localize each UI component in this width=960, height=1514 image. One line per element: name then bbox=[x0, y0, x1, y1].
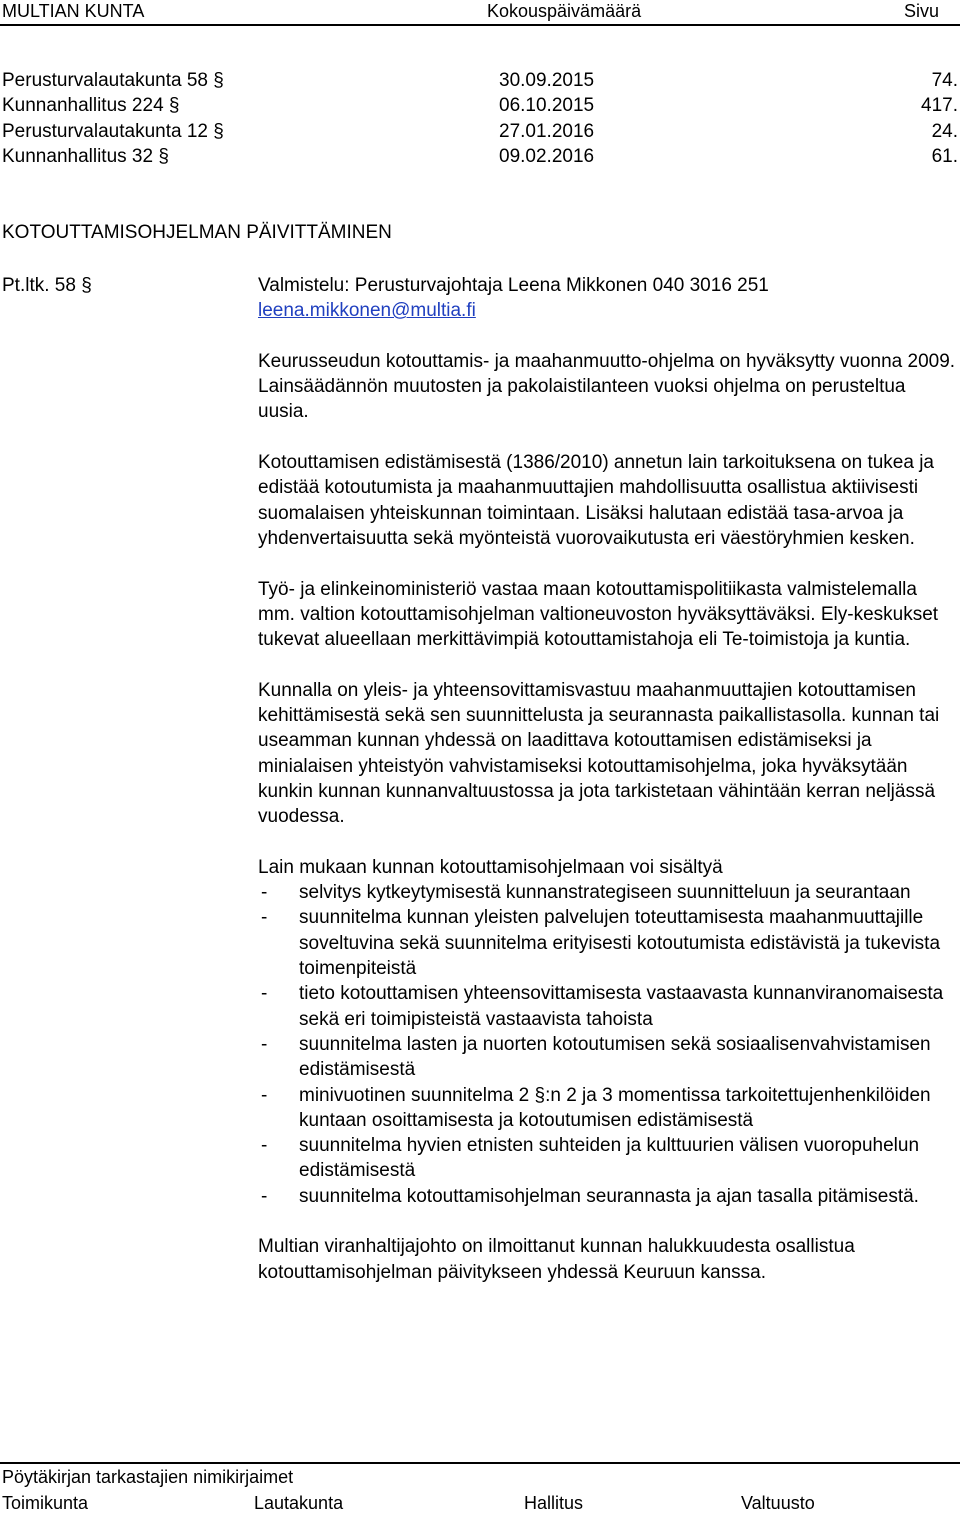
paragraph: Kunnalla on yleis- ja yhteensovittamisvastuu maahanmuuttajien kotouttamisen kehittämisestä sekä sen suunnittelusta ja seurannasta paikallistasolla. kunnan tai useamman kunnan yhdessä on laadittava kotouttamisen edistämiseksi ja minialaisen yhteistyön vahvistamiseksi kotouttamisohjelma, joka hyväksytään kunkin kunnan kunnanvaltuustossa ja jota tarkistetaan vähintään kerran neljässä vuodessa. bbox=[258, 679, 940, 828]
list-intro: Lain mukaan kunnan kotouttamisohjelmaan voi sisältyä bbox=[258, 856, 723, 878]
list-item: - suunnitelma kotouttamisohjelman seurannasta ja ajan tasalla pitämisestä. bbox=[258, 1184, 958, 1209]
footer-column: Valtuusto bbox=[741, 1493, 815, 1513]
list-dash: - bbox=[261, 1135, 268, 1157]
reference-page: 417. bbox=[921, 95, 958, 117]
reference-list bbox=[2, 68, 958, 170]
reference-row bbox=[2, 68, 958, 93]
reference-page: 24. bbox=[931, 120, 958, 142]
reference-row bbox=[2, 119, 958, 144]
paragraph: Työ- ja elinkeinoministeriö vastaa maan kotouttamispolitiikasta valmistelemalla mm. valtion kotouttamisohjelman valtioneuvoston hyväksyttäväksi. Ely-keskukset tukevat alueellaan merkittävimpiä kotouttamistahoja eli Te-toimistoja ja kuntia. bbox=[258, 578, 939, 651]
page-label: Sivu bbox=[904, 1, 940, 21]
header-divider bbox=[0, 24, 960, 26]
reference-row bbox=[2, 144, 958, 169]
reference-row bbox=[2, 93, 958, 118]
item-reference: Pt.ltk. 58 § bbox=[2, 275, 92, 296]
list-dash: - bbox=[261, 1185, 268, 1207]
meeting-date-label: Kokouspäivämäärä bbox=[487, 1, 642, 21]
paragraph: Kotouttamisen edistämisestä (1386/2010) annetun lain tarkoituksena on tukea ja edistää kotoutumista ja maahanmuuttajien mahdollisuutta osallistua aktiivisesti suomalaisen yhteiskunnan toimintaan. Lisäksi halutaan edistää tasa-arvoa ja yhdenvertaisuutta sekä myönteistä vuorovaikutusta eri väestöryhmien kesken. bbox=[258, 452, 934, 549]
reference-date: 27.01.2016 bbox=[499, 120, 595, 142]
main-content bbox=[258, 273, 958, 1285]
list-dash: - bbox=[261, 1033, 268, 1055]
footer-divider bbox=[0, 1462, 960, 1464]
list-item: - suunnitelma hyvien etnisten suhteiden ja kulttuurien välisen vuoropuhelun edistämisestä bbox=[261, 1135, 920, 1182]
preparation-line: Valmistelu: Perusturvajohtaja Leena Mikkonen 040 3016 251 bbox=[258, 275, 769, 296]
reference-body: Perusturvalautakunta 58 § bbox=[2, 70, 224, 91]
reference-body: Kunnanhallitus 32 § bbox=[2, 146, 169, 168]
list-item: - selvitys kytkeytymisestä kunnanstrategiseen suunnitteluun ja seurantaan bbox=[258, 880, 958, 905]
municipality-name: MULTIAN KUNTA bbox=[2, 1, 145, 21]
list-item: - suunnitelma kunnan yleisten palvelujen toteuttamisesta maahanmuuttajille soveltuvina sekä suunnitelma erityisesti kotoutumista edistävistä ja tukevista toimenpiteistä bbox=[261, 907, 941, 980]
closing-paragraph: Multian viranhaltijajohto on ilmoittanut kunnan halukkuudesta osallistua kotouttamisohjelman päivitykseen yhdessä Keuruun kanssa. bbox=[258, 1236, 855, 1283]
list-item: - suunnitelma lasten ja nuorten kotoutumisen sekä sosiaalisenvahvistamisen edistämisestä bbox=[261, 1033, 931, 1081]
reference-body: Kunnanhallitus 224 § bbox=[2, 95, 180, 117]
footer-signature-columns bbox=[0, 1492, 960, 1514]
reference-date: 09.02.2016 bbox=[499, 146, 595, 168]
list-dash: - bbox=[261, 882, 268, 904]
list-dash: - bbox=[261, 1084, 268, 1106]
paragraph: Keurusseudun kotouttamis- ja maahanmuutto-ohjelma on hyväksytty vuonna 2009. Lainsäädännön muutosten ja pakolaistilanteen vuoksi ohjelma on perusteltua uusia. bbox=[258, 350, 956, 423]
reference-body: Perusturvalautakunta 12 § bbox=[2, 120, 224, 142]
footer-title: Pöytäkirjan tarkastajien nimikirjaimet bbox=[2, 1467, 294, 1487]
footer-column: Toimikunta bbox=[2, 1493, 89, 1513]
reference-date: 06.10.2015 bbox=[499, 95, 595, 117]
footer-column: Hallitus bbox=[524, 1493, 584, 1513]
footer-column: Lautakunta bbox=[254, 1493, 344, 1513]
reference-page: 74. bbox=[931, 70, 958, 91]
list-dash: - bbox=[261, 907, 268, 929]
list-item: - minivuotinen suunnitelma 2 §:n 2 ja 3 momentissa tarkoitettujenhenkilöiden kuntaan osoittamisesta ja kotoutumisen edistämisestä bbox=[261, 1084, 931, 1131]
reference-page: 61. bbox=[931, 146, 958, 168]
content-list bbox=[258, 880, 958, 1209]
list-dash: - bbox=[261, 983, 268, 1005]
email-link[interactable]: leena.mikkonen@multia.fi bbox=[258, 300, 476, 322]
section-title: KOTOUTTAMISOHJELMAN PÄIVITTÄMINEN bbox=[2, 222, 392, 243]
reference-date: 30.09.2015 bbox=[499, 70, 595, 91]
page-header bbox=[0, 0, 960, 22]
list-item: - tieto kotouttamisen yhteensovittamisesta vastaavasta kunnanviranomaisesta sekä eri toimipisteistä vastaavista tahoista bbox=[261, 983, 944, 1030]
